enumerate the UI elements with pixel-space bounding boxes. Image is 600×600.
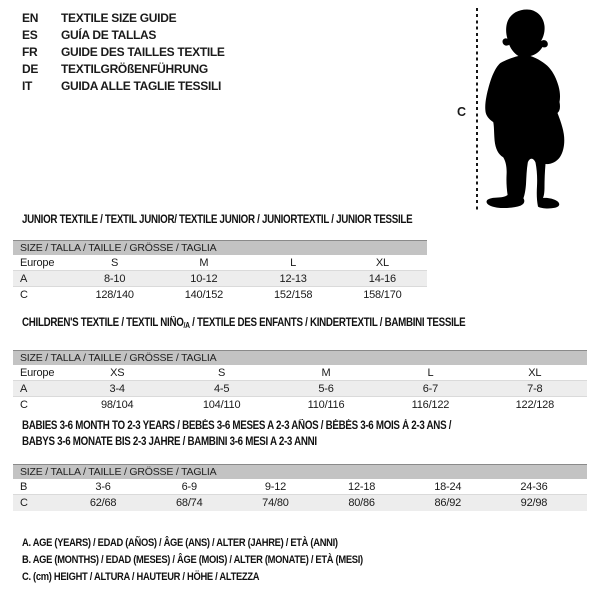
row-label: C [20, 399, 28, 411]
children-title-subscript: /A [183, 321, 190, 330]
size-cell: 24-36 [520, 481, 548, 493]
table-row-age [13, 381, 587, 397]
row-label: Europe [20, 367, 55, 379]
size-cell: 152/158 [273, 289, 313, 301]
footnote-a: A. AGE (YEARS) / EDAD (AÑOS) / ÂGE (ANS) / ALTER (JAHRE) / ETÀ (ANNI) [22, 537, 338, 549]
size-cell: 4-5 [213, 383, 230, 395]
table-row-height [13, 495, 587, 511]
footnote-c: C. (cm) HEIGHT / ALTURA / HAUTEUR / HÖHE / ALTEZZA [22, 571, 260, 583]
size-cell: 6-9 [181, 481, 197, 493]
size-header-bar: SIZE / TALLA / TAILLE / GRÖSSE / TAGLIA [13, 464, 587, 479]
size-cell: M [199, 257, 209, 269]
size-cell: 98/104 [100, 399, 134, 411]
children-table-title [22, 317, 465, 330]
language-code: ES [22, 27, 38, 42]
size-cell: 158/170 [363, 289, 402, 301]
size-cell: 116/122 [411, 399, 450, 411]
table-row-height [13, 397, 587, 413]
measure-label-c: C [457, 105, 467, 119]
footnote-b: B. AGE (MONTHS) / EDAD (MESES) / ÂGE (MOIS) / ALTER (MONATE) / ETÀ (MESI) [22, 554, 363, 566]
size-cell: 7-8 [527, 383, 543, 395]
size-cell: 86/92 [434, 497, 462, 509]
size-cell: 6-7 [422, 383, 439, 395]
size-cell: 3-4 [109, 383, 125, 395]
size-cell: 8-10 [104, 273, 126, 285]
babies-title-line1: BABIES 3-6 MONTH TO 2-3 YEARS / BEBÉS 3-6 MESES A 2-3 AÑOS / BÉBÉS 3-6 MOIS À 2-3 ANS / [22, 420, 452, 432]
size-cell: 122/128 [515, 399, 555, 411]
language-code: IT [22, 78, 33, 93]
language-row [22, 77, 225, 94]
language-label: GUÍA DE TALLAS [61, 27, 157, 42]
language-label: GUIDA ALLE TAGLIE TESSILI [61, 78, 222, 93]
size-cell: 3-6 [95, 481, 111, 493]
language-code: EN [22, 10, 39, 25]
size-cell: S [218, 367, 226, 379]
babies-table-title [22, 419, 527, 450]
row-label: C [20, 289, 28, 301]
size-cell: 92/98 [520, 497, 548, 509]
size-cell: L [427, 367, 434, 379]
table-row-europe [13, 255, 427, 271]
size-cell: 5-6 [318, 383, 334, 395]
size-cell: 62/68 [89, 497, 117, 509]
footnotes [22, 535, 423, 586]
size-cell: 12-13 [279, 273, 307, 285]
language-label: TEXTILE SIZE GUIDE [61, 10, 177, 25]
size-cell: M [321, 367, 331, 379]
junior-size-table [13, 240, 427, 303]
size-cell: S [111, 257, 119, 269]
size-cell: XL [528, 367, 542, 379]
size-cell: 68/74 [175, 497, 203, 509]
row-label: A [20, 273, 28, 285]
baby-silhouette-icon [480, 8, 580, 213]
height-measure-dotted-line [476, 8, 478, 211]
size-header-bar: SIZE / TALLA / TAILLE / GRÖSSE / TAGLIA [13, 350, 587, 365]
size-cell: 110/116 [307, 399, 345, 411]
table-row-age [13, 271, 427, 287]
size-cell: 80/86 [348, 497, 375, 509]
children-size-table [13, 350, 587, 413]
language-code: DE [22, 61, 39, 76]
table-row-height [13, 287, 427, 303]
size-cell: XL [375, 257, 389, 269]
children-title-prefix: CHILDREN'S TEXTILE / TEXTIL NIÑO [22, 317, 184, 329]
size-cell: L [290, 257, 297, 269]
row-label: B [20, 481, 28, 493]
language-row [22, 26, 225, 43]
size-cell: 18-24 [434, 481, 462, 493]
table-row-age-months [13, 479, 587, 495]
language-list [22, 9, 225, 94]
babies-title-line2: BABYS 3-6 MONATE BIS 2-3 JAHRE / BAMBINI 3-6 MESI A 2-3 ANNI [22, 435, 317, 448]
size-header-bar: SIZE / TALLA / TAILLE / GRÖSSE / TAGLIA [13, 240, 427, 255]
language-row [22, 43, 225, 60]
junior-table-title: JUNIOR TEXTILE / TEXTIL JUNIOR/ TEXTILE JUNIOR / JUNIORTEXTIL / JUNIOR TESSILE [22, 214, 413, 226]
language-label: GUIDE DES TAILLES TEXTILE [61, 44, 225, 59]
language-row [22, 9, 225, 26]
size-cell: XS [110, 367, 125, 379]
size-cell: 14-16 [368, 273, 396, 285]
row-label: A [20, 383, 28, 395]
language-label: TEXTILGRÖßENFÜHRUNG [61, 61, 208, 76]
babies-size-table [13, 464, 587, 511]
size-cell: 12-18 [348, 481, 376, 493]
children-title-suffix: / TEXTILE DES ENFANTS / KINDERTEXTIL / BAMBINI TESSILE [189, 317, 466, 329]
table-row-europe [13, 365, 587, 381]
size-cell: 128/140 [95, 289, 134, 301]
row-label: Europe [20, 257, 55, 269]
language-code: FR [22, 44, 38, 59]
size-cell: 10-12 [190, 273, 218, 285]
row-label: C [20, 497, 28, 509]
size-cell: 140/152 [184, 289, 224, 301]
size-cell: 9-12 [264, 481, 287, 493]
size-cell: 104/110 [202, 399, 241, 411]
size-cell: 74/80 [262, 497, 289, 509]
height-measure-figure [450, 6, 598, 216]
language-row [22, 60, 225, 77]
